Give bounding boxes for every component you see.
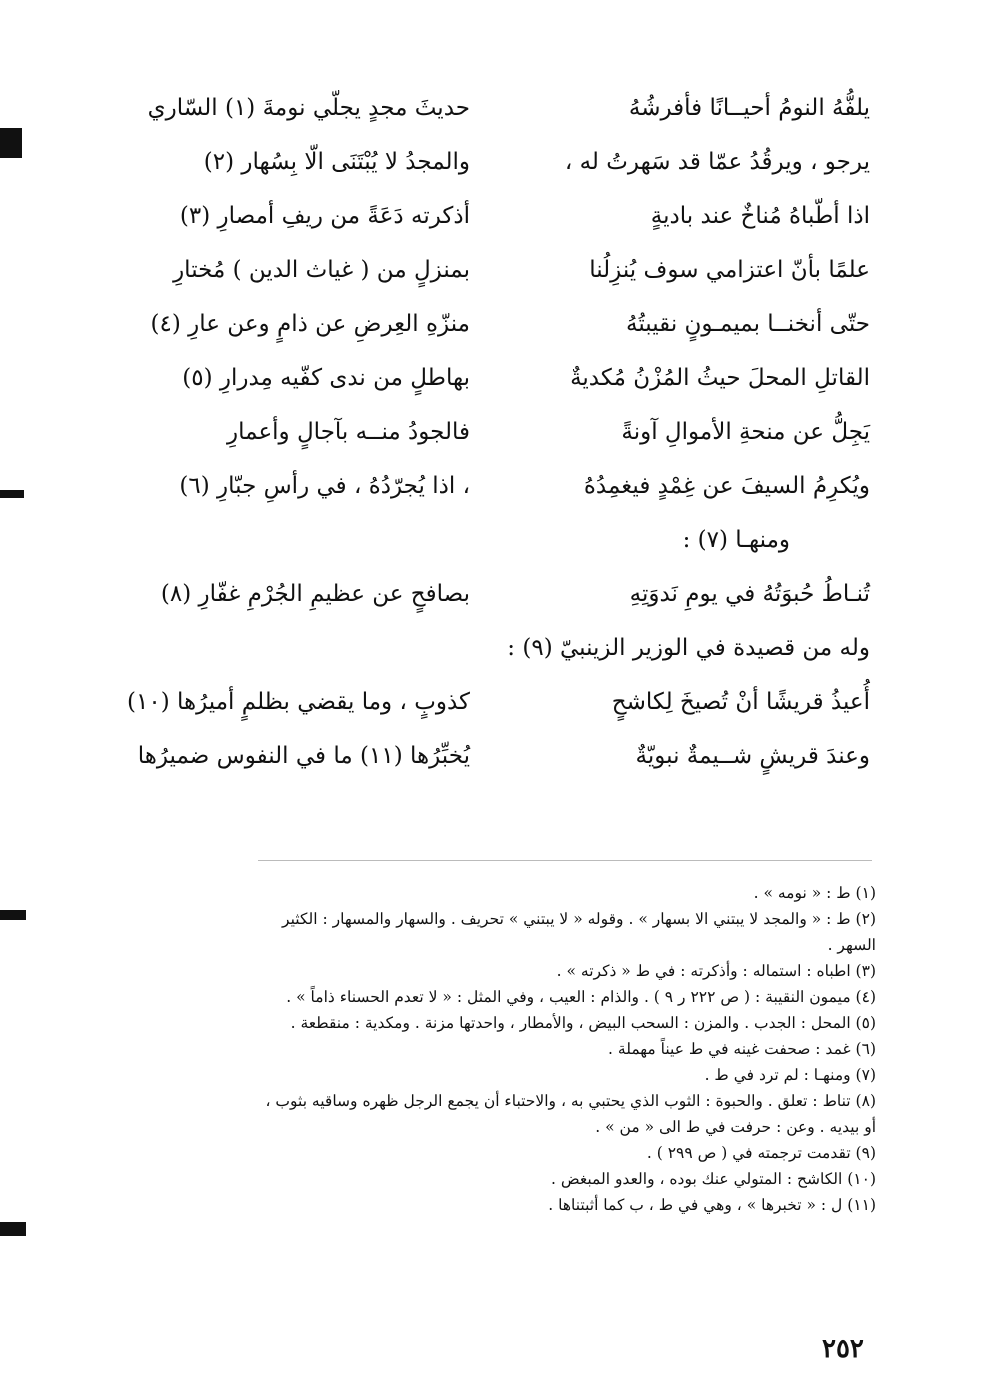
verse bbox=[126, 682, 870, 736]
verse-second-hemistich: فالجودُ منــه بآجالٍ وأعمارِ bbox=[227, 419, 470, 445]
verse bbox=[140, 574, 870, 628]
poem-intro: وله من قصيدة في الوزير الزينبيّ (٩) : bbox=[507, 635, 870, 661]
verse-second-hemistich: بصافحٍ عن عظيمِ الجُرْمِ غفّارِ (٨) bbox=[160, 581, 470, 607]
verse bbox=[140, 466, 870, 520]
footnote: (٣) اطباه : استماله : وأذكرته : في ط « ذكرته » . bbox=[556, 962, 876, 980]
verse-first-hemistich: وعندَ قريشٍ شــيمةٌ نبويّةٌ bbox=[635, 743, 870, 769]
verse-second-hemistich: كذوبٍ ، وما يقضي بظلمٍ أميرُها (١٠) bbox=[126, 689, 470, 715]
footnote: (٤) ميمون النقيبة : ( ص ٢٢٢ ر ٩ ) . والذام : العيب ، وفي المثل : « لا تعدم الحسناء ذاماً » . bbox=[286, 988, 876, 1006]
verse bbox=[140, 358, 870, 412]
verse bbox=[140, 142, 870, 196]
footnote: (٧) ومنهـا : لم ترد في ط . bbox=[704, 1066, 876, 1084]
verse-first-hemistich: ويُكرِمُ السيفَ عن غِمْدٍ فيغمِدُهُ bbox=[583, 473, 870, 499]
verse-second-hemistich: والمجدُ لا يُبْتَنَى الّا بِسُهار (٢) bbox=[203, 149, 470, 175]
verse-second-hemistich: حديثَ مجدٍ يجلّي نومةَ (١) السّاري bbox=[147, 95, 470, 121]
verse-first-hemistich: اذا أطّباهُ مُناخٌ عند باديةٍ bbox=[650, 203, 870, 229]
footnote-continuation: السهر . bbox=[827, 936, 876, 954]
verse bbox=[140, 250, 870, 304]
verse-first-hemistich: يرجو ، ويرقُدُ عمّا قد سَهرتُ له ، bbox=[564, 149, 870, 175]
verse-first-hemistich: علمًا بأنّ اعتزامي سوف يُنزِلُنا bbox=[589, 257, 870, 283]
margin-mark bbox=[0, 1222, 26, 1236]
verse-second-hemistich: يُخبِّرُها (١١) ما في النفوس ضميرُها bbox=[137, 743, 470, 769]
verse-second-hemistich: بمنزلٍ من ( غياث الدين ) مُختارِ bbox=[173, 257, 470, 283]
footnote-continuation: أو بيديه . وعن : حرفت في ط الى « من » . bbox=[595, 1118, 876, 1136]
verse-second-hemistich: بهاطلٍ من ندى كفّيه مِدرارِ (٥) bbox=[182, 365, 470, 391]
poem bbox=[126, 88, 870, 790]
verse-second-hemistich: أذكرته دَعَةً من ريفِ أمصارِ (٣) bbox=[179, 203, 470, 229]
footnote-divider bbox=[258, 860, 872, 861]
verse-first-hemistich: القاتلِ المحلَ حيثُ المُزْنُ مُكديةٌ bbox=[570, 365, 870, 391]
verse bbox=[140, 412, 870, 466]
margin-mark bbox=[0, 910, 26, 920]
footnote: (٢) ط : « والمجد لا يبتني الا بسهار » . وقوله « لا يبتني » تحريف . والسهار والمسهار : الكثير bbox=[282, 910, 876, 928]
margin-mark bbox=[0, 128, 22, 158]
section-intro: ومنهـا (٧) : bbox=[682, 527, 790, 553]
verse-first-hemistich: يلفُّهُ النومُ أحيــانًا فأفرشُهُ bbox=[628, 95, 870, 121]
verse-second-hemistich: ، اذا يُجرّدُهُ ، في رأسِ جبّارِ (٦) bbox=[179, 473, 470, 499]
verse-second-hemistich: منزّهِ العِرضِ عن ذامٍ وعن عارِ (٤) bbox=[150, 311, 470, 337]
footnote: (٩) تقدمت ترجمته في ( ص ٢٩٩ ) . bbox=[646, 1144, 876, 1162]
verse bbox=[137, 736, 870, 790]
page-number: ٢٥٢ bbox=[822, 1334, 864, 1364]
verse-first-hemistich: حتّى أنخنــا بميمـونٍ نقيبتُهُ bbox=[626, 311, 870, 337]
footnotes bbox=[118, 880, 876, 1218]
verse-first-hemistich: يَجِلُّ عن منحةِ الأموالِ آونةً bbox=[621, 419, 870, 445]
verse bbox=[140, 88, 870, 142]
verse bbox=[140, 304, 870, 358]
verse bbox=[140, 196, 870, 250]
verse-first-hemistich: أُعيذُ قريشًا أنْ تُصيخَ لِكاشحٍ bbox=[611, 689, 870, 715]
verse-first-hemistich: تُنـاطُ حُبوَتُهُ في يومِ نَدوَتِهِ bbox=[629, 581, 870, 607]
footnote: (١) ط : « نومه » . bbox=[753, 884, 876, 902]
footnote: (٦) غمد : صحفت غينه في ط عيناً مهملة . bbox=[608, 1040, 876, 1058]
footnote: (٨) تناط : تعلق . والحبوة : الثوب الذي يحتبي به ، والاحتباء أن يجمع الرجل ظهره وساقيه بثوب ، bbox=[265, 1092, 876, 1110]
footnote: (١٠) الكاشح : المتولي عنك بوده ، والعدو المبغض . bbox=[551, 1170, 876, 1188]
margin-mark bbox=[0, 490, 24, 498]
footnote: (٥) المحل : الجدب . والمزن : السحب البيض ، والأمطار ، واحدتها مزنة . ومكدية : منقطعة . bbox=[290, 1014, 876, 1032]
footnote: (١١) ل : « تخبرها » ، وهي في ط ، ب كما أثبتناها . bbox=[548, 1196, 876, 1214]
